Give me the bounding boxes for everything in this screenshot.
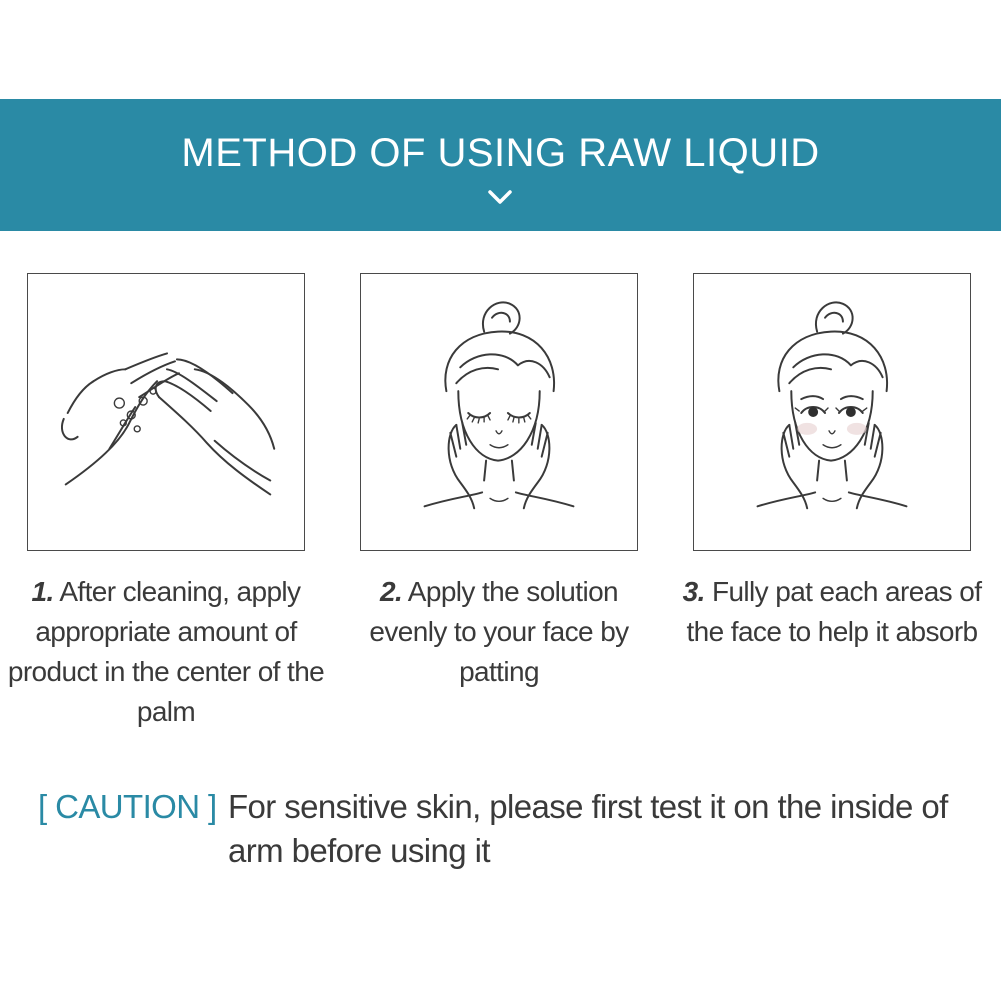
title-banner — [0, 99, 1001, 231]
step-2-caption — [339, 572, 659, 692]
caution-label: [ CAUTION ] — [38, 788, 217, 825]
step-3-text: Fully pat each areas of the face to help it absorb — [686, 576, 982, 647]
step-1-text: After cleaning, apply appropriate amount of product in the center of the palm — [7, 576, 325, 727]
step-2-text: Apply the solution evenly to your face by patting — [369, 576, 629, 687]
chevron-down-icon — [486, 188, 514, 206]
hands-rubbing-icon — [28, 274, 304, 550]
step-3-number: 3. — [682, 576, 705, 607]
step-2-number: 2. — [379, 576, 403, 607]
caution-text: For sensitive skin, please first test it on the inside of arm before using it — [228, 788, 948, 869]
step-1-panel — [27, 273, 305, 551]
step-3-panel — [693, 273, 971, 551]
face-eyes-closed-icon — [361, 274, 637, 550]
page-title: METHOD OF USING RAW LIQUID — [181, 131, 820, 175]
face-eyes-open-icon — [694, 274, 970, 550]
step-2-panel — [360, 273, 638, 551]
step-1-number: 1. — [31, 576, 54, 607]
step-1-caption — [6, 572, 326, 732]
step-3-caption — [672, 572, 992, 652]
